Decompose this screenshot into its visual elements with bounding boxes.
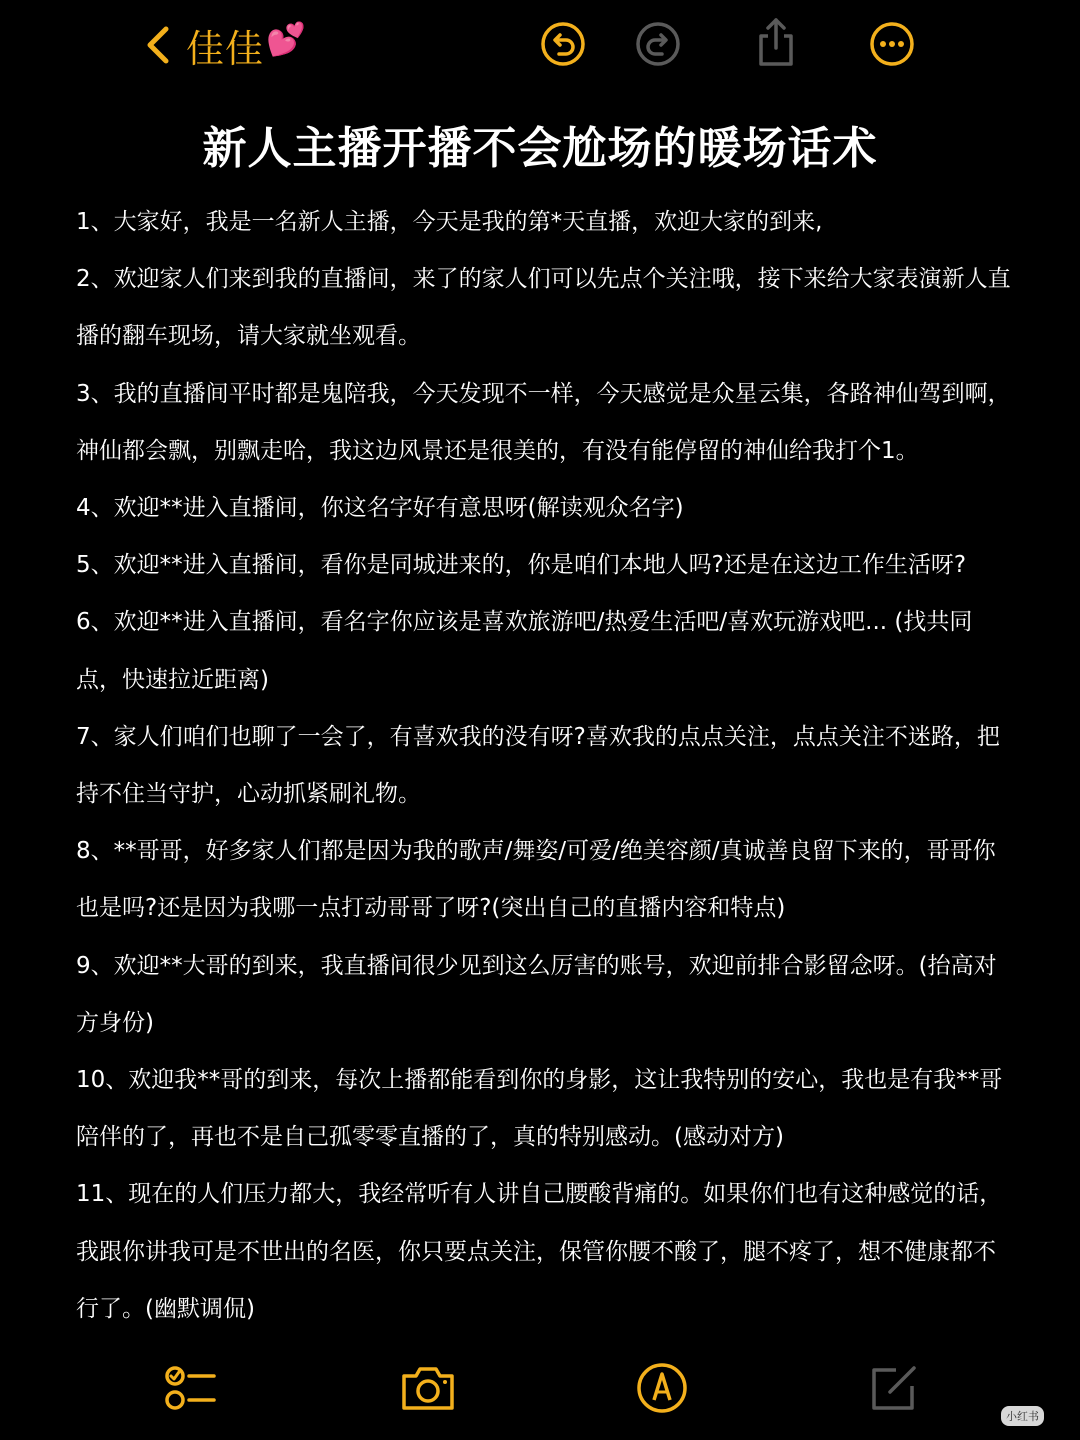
note-paragraph: 2、欢迎家人们来到我的直播间，来了的家人们可以先点个关注哦，接下来给大家表演新人直播的翻车现场，请大家就坐观看。 bbox=[76, 266, 1011, 350]
markup-button[interactable] bbox=[634, 1360, 690, 1416]
note-paragraph: 10、欢迎我**哥的到来，每次上播都能看到你的身影，这让我特别的安心，我也是有我**哥陪伴的了，再也不是自己孤零零直播的了，真的特别感动。(感动对方) bbox=[76, 1067, 1003, 1151]
heart-emoji: 💕 bbox=[266, 20, 306, 58]
redo-icon bbox=[635, 21, 681, 67]
camera-button[interactable] bbox=[400, 1360, 456, 1416]
note-body[interactable] bbox=[76, 194, 1011, 1338]
note-paragraph: 11、现在的人们压力都大，我经常听有人讲自己腰酸背痛的。如果你们也有这种感觉的话，我跟你讲我可是不世出的名医，你只要点关注，保管你腰不酸了，腿不疼了，想不健康都不行了。(幽默调侃) bbox=[76, 1181, 1003, 1322]
note-paragraph: 9、欢迎**大哥的到来，我直播间很少见到这么厉害的账号，欢迎前排合影留念呀。(抬高对方身份) bbox=[76, 952, 997, 1036]
share-button[interactable] bbox=[753, 16, 799, 62]
note-paragraph: 3、我的直播间平时都是鬼陪我，今天发现不一样，今天感觉是众星云集，各路神仙驾到啊，神仙都会飘，别飘走哈，我这边风景还是很美的，有没有能停留的神仙给我打个1。 bbox=[76, 380, 1011, 464]
checklist-button[interactable] bbox=[162, 1360, 218, 1416]
top-toolbar bbox=[0, 0, 1080, 90]
share-icon bbox=[753, 16, 799, 68]
undo-icon bbox=[540, 21, 586, 67]
markup-icon bbox=[634, 1360, 690, 1416]
note-paragraph: 7、家人们咱们也聊了一会了，有喜欢我的没有呀?喜欢我的点点关注，点点关注不迷路，把持不住当守护，心动抓紧刷礼物。 bbox=[76, 723, 1000, 808]
compose-icon bbox=[866, 1360, 922, 1416]
note-paragraph: 5、欢迎**进入直播间，看你是同城进来的，你是咱们本地人吗?还是在这边工作生活呀? bbox=[76, 552, 967, 579]
watermark: 小红书 bbox=[1001, 1406, 1044, 1426]
back-button[interactable] bbox=[142, 20, 306, 70]
checklist-icon bbox=[162, 1360, 218, 1416]
undo-button[interactable] bbox=[540, 21, 586, 67]
note-paragraph: 4、欢迎**进入直播间，你这名字好有意思呀(解读观众名字) bbox=[76, 495, 684, 522]
back-label: 佳佳 bbox=[186, 26, 265, 71]
note-title: 新人主播开播不会尬场的暖场话术 bbox=[202, 123, 878, 174]
chevron-left-icon bbox=[142, 23, 172, 67]
more-icon bbox=[869, 21, 915, 67]
note-paragraph: 1、大家好，我是一名新人主播，今天是我的第*天直播，欢迎大家的到来, bbox=[76, 209, 823, 235]
compose-button[interactable] bbox=[866, 1360, 922, 1416]
redo-button[interactable] bbox=[635, 21, 681, 67]
note-paragraph: 8、**哥哥，好多家人们都是因为我的歌声/舞姿/可爱/绝美容颜/真诚善良留下来的，哥哥你也是吗?还是因为我哪一点打动哥哥了呀?(突出自己的直播内容和特点) bbox=[76, 838, 996, 922]
more-button[interactable] bbox=[869, 21, 915, 67]
note-paragraph: 6、欢迎**进入直播间，看名字你应该是喜欢旅游吧/热爱生活吧/喜欢玩游戏吧... (找共同点，快速拉近距离) bbox=[76, 609, 973, 693]
bottom-toolbar bbox=[0, 1350, 1080, 1440]
camera-icon bbox=[400, 1360, 456, 1416]
